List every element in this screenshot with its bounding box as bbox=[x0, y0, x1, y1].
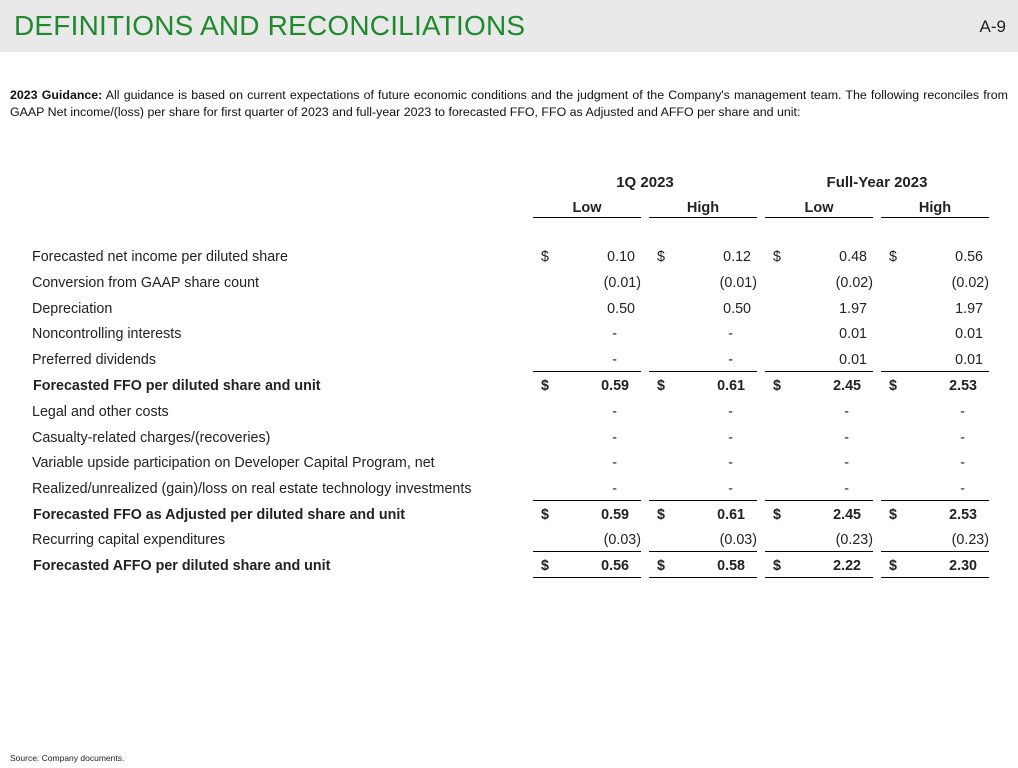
table-row bbox=[0, 476, 1018, 502]
currency-symbol: $ bbox=[657, 558, 665, 574]
cell-value: - bbox=[728, 326, 733, 342]
table-cell bbox=[533, 296, 641, 320]
cell-value: (0.01) bbox=[719, 275, 757, 291]
row-label: Preferred dividends bbox=[32, 352, 156, 368]
cell-value: 0.48 bbox=[839, 249, 867, 265]
table-cell bbox=[533, 270, 641, 294]
table-cell bbox=[765, 425, 873, 449]
table-cell bbox=[533, 244, 641, 268]
cell-value: - bbox=[612, 326, 617, 342]
currency-symbol: $ bbox=[889, 249, 897, 265]
currency-symbol: $ bbox=[541, 249, 549, 265]
cell-value: 2.30 bbox=[949, 558, 977, 574]
table-cell bbox=[533, 527, 641, 552]
table-cell bbox=[881, 527, 989, 552]
table-cell bbox=[765, 476, 873, 501]
table-cell bbox=[533, 425, 641, 449]
table-cell bbox=[881, 476, 989, 501]
table-cell bbox=[533, 347, 641, 372]
cell-value: - bbox=[844, 430, 849, 446]
table-cell bbox=[765, 244, 873, 268]
table-cell bbox=[649, 270, 757, 294]
cell-value: 0.59 bbox=[601, 507, 629, 523]
table-cell bbox=[649, 527, 757, 552]
cell-value: 1.97 bbox=[955, 301, 983, 317]
cell-value: 0.01 bbox=[839, 326, 867, 342]
row-label: Forecasted FFO as Adjusted per diluted share and unit bbox=[33, 507, 406, 523]
cell-value: - bbox=[612, 430, 617, 446]
table-cell bbox=[649, 296, 757, 320]
table-cell bbox=[765, 270, 873, 294]
table-cell bbox=[881, 373, 989, 397]
table-row bbox=[0, 502, 1018, 528]
intro-text: All guidance is based on current expectations of future economic conditions and the judgment of the Company's management team. The following reconciles from GAAP Net income/(loss) per share for first quarter of 2023 and full-year 2023 to forecasted FFO, FFO as Adjusted and AFFO per share and unit: bbox=[10, 88, 1008, 119]
table-cell bbox=[765, 321, 873, 345]
currency-symbol: $ bbox=[773, 249, 781, 265]
row-label: Forecasted AFFO per diluted share and unit bbox=[33, 558, 331, 574]
table-cell bbox=[881, 425, 989, 449]
table-cell bbox=[765, 399, 873, 423]
table-cell bbox=[649, 553, 757, 578]
guidance-intro bbox=[10, 87, 1008, 121]
source-note: Source: Company documents. bbox=[10, 753, 125, 763]
cell-value: - bbox=[844, 455, 849, 471]
table-row bbox=[0, 296, 1018, 322]
table-cell bbox=[533, 450, 641, 474]
cell-value: 0.01 bbox=[955, 352, 983, 368]
row-label: Noncontrolling interests bbox=[32, 326, 182, 342]
table-cell bbox=[765, 527, 873, 552]
table-cell bbox=[881, 399, 989, 423]
table-cell bbox=[649, 321, 757, 345]
currency-symbol: $ bbox=[773, 378, 781, 394]
row-label: Variable upside participation on Developer Capital Program, net bbox=[32, 455, 435, 471]
table-cell bbox=[881, 450, 989, 474]
cell-value: 1.97 bbox=[839, 301, 867, 317]
cell-value: 0.50 bbox=[723, 301, 751, 317]
table-cell bbox=[533, 553, 641, 578]
cell-value: - bbox=[844, 481, 849, 497]
cell-value: 0.59 bbox=[601, 378, 629, 394]
currency-symbol: $ bbox=[657, 507, 665, 523]
group-header-1q: 1Q 2023 bbox=[616, 174, 674, 191]
table-cell bbox=[649, 347, 757, 372]
row-label: Legal and other costs bbox=[32, 404, 169, 420]
cell-value: 0.01 bbox=[955, 326, 983, 342]
table-cell bbox=[765, 347, 873, 372]
table-cell bbox=[765, 553, 873, 578]
cell-value: - bbox=[960, 455, 965, 471]
table-row bbox=[0, 553, 1018, 579]
table-row bbox=[0, 270, 1018, 296]
row-label: Depreciation bbox=[32, 301, 113, 317]
currency-symbol: $ bbox=[541, 507, 549, 523]
cell-value: - bbox=[728, 481, 733, 497]
table-row bbox=[0, 321, 1018, 347]
currency-symbol: $ bbox=[541, 558, 549, 574]
table-cell bbox=[649, 476, 757, 501]
cell-value: - bbox=[960, 481, 965, 497]
currency-symbol: $ bbox=[889, 558, 897, 574]
currency-symbol: $ bbox=[657, 249, 665, 265]
cell-value: 0.01 bbox=[839, 352, 867, 368]
cell-value: 0.50 bbox=[607, 301, 635, 317]
table-cell bbox=[649, 373, 757, 397]
table-cell bbox=[881, 270, 989, 294]
table-cell bbox=[533, 373, 641, 397]
cell-value: - bbox=[612, 481, 617, 497]
cell-value: (0.23) bbox=[951, 532, 989, 548]
cell-value: - bbox=[960, 404, 965, 420]
cell-value: - bbox=[728, 404, 733, 420]
cell-value: - bbox=[612, 455, 617, 471]
table-cell bbox=[881, 321, 989, 345]
page-number: A-9 bbox=[979, 17, 1006, 36]
cell-value: (0.23) bbox=[835, 532, 873, 548]
cell-value: - bbox=[844, 404, 849, 420]
cell-value: (0.02) bbox=[951, 275, 989, 291]
table-cell bbox=[881, 347, 989, 372]
currency-symbol: $ bbox=[889, 507, 897, 523]
cell-value: - bbox=[960, 430, 965, 446]
table-cell bbox=[649, 425, 757, 449]
table-cell bbox=[881, 296, 989, 320]
cell-value: 0.58 bbox=[717, 558, 745, 574]
table-cell bbox=[533, 476, 641, 501]
table-cell bbox=[649, 502, 757, 526]
subheader-fy-high: High bbox=[881, 200, 989, 218]
table-cell bbox=[765, 502, 873, 526]
subheader-fy-low: Low bbox=[765, 200, 873, 218]
cell-value: (0.02) bbox=[835, 275, 873, 291]
table-cell bbox=[533, 399, 641, 423]
row-label: Forecasted FFO per diluted share and unit bbox=[33, 378, 321, 394]
cell-value: (0.03) bbox=[603, 532, 641, 548]
cell-value: - bbox=[612, 404, 617, 420]
table-cell bbox=[881, 502, 989, 526]
page-title: DEFINITIONS AND RECONCILIATIONS bbox=[14, 10, 526, 41]
currency-symbol: $ bbox=[541, 378, 549, 394]
cell-value: 2.45 bbox=[833, 378, 861, 394]
currency-symbol: $ bbox=[773, 558, 781, 574]
cell-value: - bbox=[612, 352, 617, 368]
row-label: Forecasted net income per diluted share bbox=[32, 249, 288, 265]
table-cell bbox=[881, 244, 989, 268]
subheader-1q-high: High bbox=[649, 200, 757, 218]
currency-symbol: $ bbox=[657, 378, 665, 394]
table-row bbox=[0, 450, 1018, 476]
intro-lead: 2023 Guidance: bbox=[10, 88, 103, 102]
table-cell bbox=[765, 450, 873, 474]
table-cell bbox=[881, 553, 989, 578]
header-bar bbox=[0, 0, 1018, 52]
row-label: Recurring capital expenditures bbox=[32, 532, 226, 548]
row-label: Conversion from GAAP share count bbox=[32, 275, 260, 291]
table-row bbox=[0, 373, 1018, 399]
currency-symbol: $ bbox=[889, 378, 897, 394]
table-cell bbox=[649, 450, 757, 474]
table-cell bbox=[765, 296, 873, 320]
cell-value: 0.10 bbox=[607, 249, 635, 265]
table-row bbox=[0, 527, 1018, 553]
cell-value: (0.03) bbox=[719, 532, 757, 548]
table-row bbox=[0, 425, 1018, 451]
cell-value: 0.61 bbox=[717, 507, 745, 523]
cell-value: - bbox=[728, 430, 733, 446]
cell-value: 2.53 bbox=[949, 507, 977, 523]
table-cell bbox=[533, 321, 641, 345]
cell-value: 0.56 bbox=[955, 249, 983, 265]
cell-value: 2.22 bbox=[833, 558, 861, 574]
table-cell bbox=[765, 373, 873, 397]
cell-value: 0.12 bbox=[723, 249, 751, 265]
cell-value: (0.01) bbox=[603, 275, 641, 291]
table-cell bbox=[649, 244, 757, 268]
table-cell bbox=[533, 502, 641, 526]
cell-value: 0.61 bbox=[717, 378, 745, 394]
cell-value: 2.45 bbox=[833, 507, 861, 523]
cell-value: - bbox=[728, 352, 733, 368]
table-row bbox=[0, 347, 1018, 373]
row-label: Realized/unrealized (gain)/loss on real estate technology investments bbox=[32, 481, 472, 497]
row-label: Casualty-related charges/(recoveries) bbox=[32, 430, 271, 446]
currency-symbol: $ bbox=[773, 507, 781, 523]
cell-value: 0.56 bbox=[601, 558, 629, 574]
table-row bbox=[0, 244, 1018, 270]
group-header-full-year: Full-Year 2023 bbox=[826, 174, 928, 191]
cell-value: 2.53 bbox=[949, 378, 977, 394]
table-row bbox=[0, 399, 1018, 425]
subheader-1q-low: Low bbox=[533, 200, 641, 218]
table-cell bbox=[649, 399, 757, 423]
cell-value: - bbox=[728, 455, 733, 471]
